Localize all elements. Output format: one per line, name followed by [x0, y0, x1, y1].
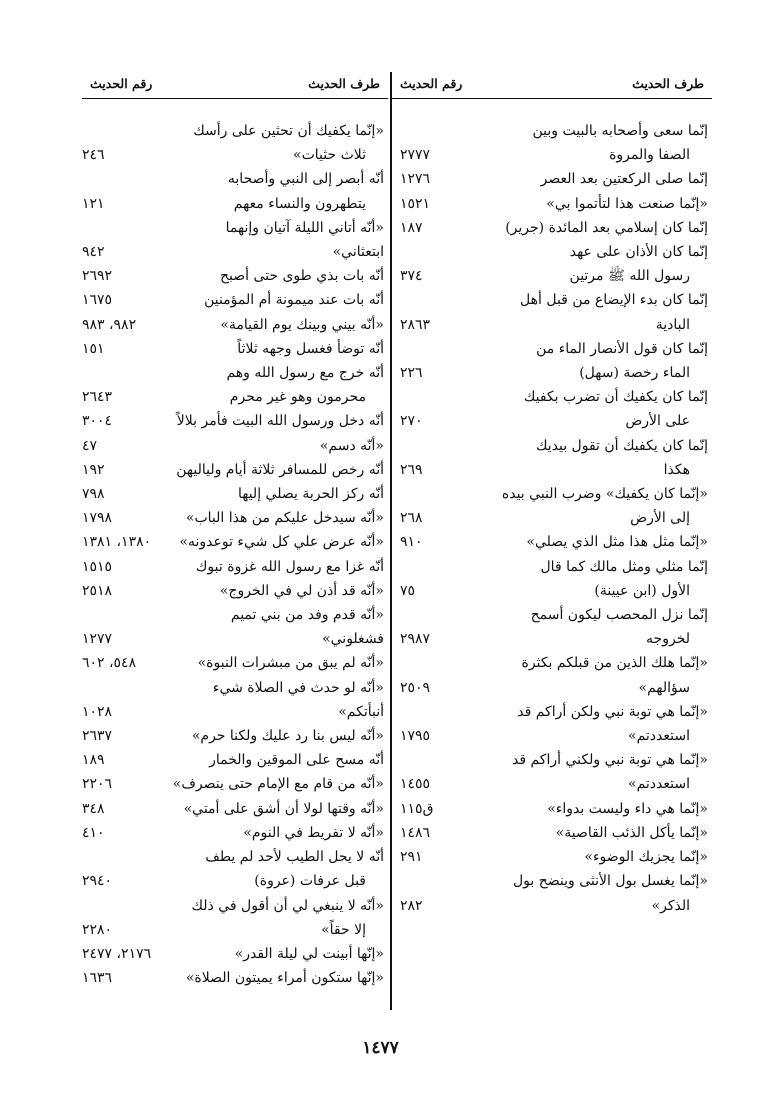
hadith-number: ١٤٥٥ [400, 776, 431, 793]
index-entry [392, 409, 712, 433]
hadith-number: ١٠٢٨ [82, 703, 113, 720]
hadith-number: ٩٨٢، ٩٨٣ [82, 316, 137, 333]
index-entry [392, 603, 712, 627]
index-entry [82, 797, 388, 821]
index-entry [392, 772, 712, 796]
index-entry [82, 894, 388, 918]
hadith-phrase: قبل عرفات (عروة) [254, 873, 366, 890]
hadith-phrase: هكذا [663, 461, 690, 478]
left-column [82, 72, 388, 990]
hadith-phrase: أنّه بات بذي طوى حتى أصبح [219, 268, 384, 285]
hadith-number: ق١١٥ [400, 800, 434, 817]
hadith-number: ٢٥١٨ [82, 582, 113, 599]
hadith-phrase: إنّما كان يكفيك أن تقول بيديك [535, 437, 708, 454]
hadith-phrase: إنّما كان يكفيك أن تضرب بكفيك [523, 389, 708, 406]
hadith-phrase: «أنّه لو حدث في الصلاة شيء أنبأتكم» [212, 679, 384, 720]
hadith-number: ٣٠٠٤ [82, 413, 113, 430]
index-entry [82, 288, 388, 312]
index-entry [392, 192, 712, 216]
hadith-number: ٩٤٢ [82, 244, 105, 261]
hadith-phrase: إنّما كان بدء الإيضاع من قبل أهل [520, 292, 708, 309]
hadith-phrase: على الأرض [625, 413, 690, 430]
hadith-phrase: يتطهرون والنساء معهم [233, 195, 366, 212]
index-entry [392, 845, 712, 869]
index-entry [82, 264, 388, 288]
header-title-label: طرف الحديث [308, 76, 380, 91]
index-entry [82, 579, 388, 603]
hadith-phrase: استعددتم» [628, 728, 690, 745]
index-entry [392, 821, 712, 845]
index-entry [82, 167, 388, 191]
hadith-number: ٩١٠ [400, 534, 423, 551]
hadith-phrase: أنّه غزا مع رسول الله غزوة تبوك [195, 558, 384, 575]
hadith-number: ١٥١٥ [82, 558, 113, 575]
hadith-phrase: «أنّه لم يبق من مبشرات النبوة» [197, 655, 384, 672]
hadith-phrase: إنّما كان إسلامي بعد المائدة (جرير) [505, 219, 708, 236]
index-entry [82, 530, 388, 554]
index-entry [82, 821, 388, 845]
index-entry [82, 337, 388, 361]
hadith-phrase: أنّه رخص للمسافر ثلاثة أيام ولياليهن [176, 461, 384, 478]
index-entry [82, 603, 388, 651]
hadith-phrase: «إنّما يجزيك الوضوء» [584, 849, 708, 866]
hadith-phrase: ثلاث حثيات» [293, 147, 366, 164]
hadith-number: ٣٤٨ [82, 800, 105, 817]
index-entry [82, 361, 388, 385]
hadith-number: ١٣٨٠، ١٣٨١ [82, 534, 152, 551]
index-entry [392, 385, 712, 409]
index-entry [82, 482, 388, 506]
hadith-number: ٢٢٠٦ [82, 776, 113, 793]
hadith-phrase: «أنّه قد أذن لي في الخروج» [219, 582, 384, 599]
hadith-number: ١٩٢ [82, 461, 105, 478]
hadith-number: ١٤٨٦ [400, 824, 431, 841]
hadith-phrase: «أنّه أتاني الليلة آتيان وإنهما ابتعثاني» [225, 219, 384, 261]
hadith-number: ٢٧٠ [400, 413, 423, 430]
hadith-phrase: «أنّه لا تفريط في النوم» [243, 824, 384, 841]
hadith-phrase: إنّما كان قول الأنصار الماء من [536, 340, 708, 357]
hadith-number: ٢٦٤٣ [82, 389, 113, 406]
hadith-phrase: «إنّما يكفيك أن تحثين على رأسك [193, 123, 384, 139]
index-entry [392, 555, 712, 579]
hadith-number: ١٢١ [82, 195, 105, 212]
hadith-number: ١٥١ [82, 340, 105, 357]
hadith-phrase: محرمون وهو غير محرم [229, 389, 366, 406]
index-entry [392, 506, 712, 530]
hadith-number: ٢٢٨٠ [82, 921, 113, 938]
index-entry [82, 724, 388, 748]
hadith-number: ٢١٧٦، ٢٤٧٧ [82, 945, 152, 962]
index-entry [392, 434, 712, 458]
hadith-number: ١٥٢١ [400, 195, 431, 212]
hadith-number: ٢٦٣٧ [82, 728, 113, 745]
index-entry [82, 192, 388, 216]
hadith-number: ٢٨٦٣ [400, 316, 431, 333]
hadith-phrase: «أنّه ليس بنا رد عليك ولكنا حرم» [191, 728, 384, 745]
hadith-phrase: «أنّه بيني وبينك يوم القيامة» [220, 316, 384, 333]
index-entry [392, 216, 712, 240]
hadith-phrase: الذكر» [651, 897, 690, 914]
hadith-phrase: «أنّه سيدخل عليكم من هذا الباب» [185, 510, 384, 527]
right-column-entries [392, 99, 712, 918]
index-entry [392, 458, 712, 482]
column-divider [390, 72, 392, 1010]
hadith-phrase: إنّما مثلي ومثل مالك كما قال [540, 558, 708, 575]
hadith-phrase: إلا حقاً» [321, 921, 366, 938]
header-title-label: طرف الحديث [632, 76, 704, 91]
hadith-phrase: إنّما صلى الركعتين بعد العصر [540, 171, 708, 188]
hadith-phrase: «إنّما صنعت هذا لتأتموا بي» [546, 195, 708, 212]
hadith-number: ٢٢٦ [400, 365, 423, 382]
hadith-number: ٢٦٨ [400, 510, 423, 527]
hadith-phrase: «إنّما كان يكفيك» وضرب النبي بيده [501, 486, 708, 503]
hadith-phrase: «إنّما هي داء وليست بدواء» [547, 800, 708, 817]
index-entry [392, 700, 712, 724]
hadith-phrase: أنّه بات عند ميمونة أم المؤمنين [204, 292, 384, 309]
hadith-number: ٢٩٨٧ [400, 631, 431, 648]
hadith-number: ٤٧ [82, 437, 98, 454]
hadith-phrase: أنّه أبصر إلى النبي وأصحابه [227, 171, 384, 188]
header-number-label: رقم الحديث [90, 76, 153, 91]
hadith-phrase: الأول (ابن عيينة) [594, 582, 690, 599]
hadith-number: ٢٥٠٩ [400, 679, 431, 696]
hadith-phrase: «أنّه من قام مع الإمام حتى ينصرف» [172, 776, 384, 793]
hadith-number: ٤١٠ [82, 824, 105, 841]
index-entry [82, 409, 388, 433]
hadith-phrase: «أنّه دسم» [319, 437, 384, 454]
index-entry [82, 845, 388, 869]
index-entry [82, 748, 388, 772]
index-entry [82, 555, 388, 579]
hadith-phrase: أنّه مسح على الموقين والخمار [209, 752, 384, 769]
hadith-phrase: «إنّها ستكون أمراء يميتون الصلاة» [185, 970, 384, 987]
index-entry [82, 313, 388, 337]
hadith-number: ٢٦٩٢ [82, 268, 113, 285]
hadith-number: ١٦٣٦ [82, 970, 113, 987]
index-entry [82, 506, 388, 530]
hadith-phrase: إنّما نزل المحصب ليكون أسمح [530, 607, 708, 624]
hadith-phrase: أنّه دخل ورسول الله البيت فأمر بلالاً [176, 413, 384, 430]
hadith-phrase: «إنّما هي توبة نبي ولكن أراكم قد [517, 703, 708, 720]
hadith-phrase: إلى الأرض [630, 510, 690, 527]
hadith-phrase: «إنّما يأكل الذئب القاصية» [555, 824, 708, 841]
index-entry [392, 869, 712, 893]
right-column [392, 72, 712, 918]
index-entry [82, 119, 388, 143]
hadith-number: ٥٤٨، ٦٠٢ [82, 655, 137, 672]
index-entry [82, 918, 388, 942]
hadith-phrase: استعددتم» [628, 776, 690, 793]
index-entry [82, 966, 388, 990]
index-entry [82, 869, 388, 893]
hadith-phrase: «أنّه وقتها لولا أن أشق على أمتي» [183, 800, 384, 817]
index-entry [392, 894, 712, 918]
index-entry [392, 482, 712, 506]
hadith-number: ٢٤٦ [82, 147, 105, 164]
index-entry [392, 264, 712, 288]
hadith-phrase: لخروجه [646, 631, 690, 648]
hadith-phrase: إنّما سعى وأصحابه بالبيت وبين [532, 123, 708, 139]
index-entry [82, 143, 388, 167]
index-entry [392, 313, 712, 337]
index-entry [392, 797, 712, 821]
hadith-number: ٢٧٧٧ [400, 147, 431, 164]
hadith-number: ٧٩٨ [82, 486, 105, 503]
index-entry [392, 530, 712, 554]
hadith-phrase: أنّه خرج مع رسول الله وهم [226, 365, 384, 382]
hadith-phrase: «أنّه قدم وفد من بني تميم فشغلوني» [230, 607, 384, 648]
hadith-phrase: «إنّها أبينت لي ليلة القدر» [234, 945, 384, 962]
right-column-header [392, 72, 712, 99]
index-entry [392, 167, 712, 191]
index-entry [392, 143, 712, 167]
index-entry [82, 676, 388, 724]
hadith-number: ٧٥ [400, 582, 416, 599]
hadith-number: ٢٦٩ [400, 461, 423, 478]
hadith-number: ٢٨٢ [400, 897, 423, 914]
index-entry [392, 627, 712, 651]
hadith-number: ١٢٧٦ [400, 171, 431, 188]
hadith-phrase: «أنّه لا ينبغي لي أن أقول في ذلك [191, 897, 384, 914]
index-entry [82, 651, 388, 675]
hadith-phrase: «إنّما مثل هذا مثل الذي يصلي» [526, 534, 708, 551]
hadith-number: ٢٩٤٠ [82, 873, 113, 890]
index-entry [82, 434, 388, 458]
index-entry [392, 724, 712, 748]
index-entry [392, 748, 712, 772]
hadith-number: ١٧٩٨ [82, 510, 113, 527]
hadith-number: ١٨٩ [82, 752, 105, 769]
left-column-header [82, 72, 388, 99]
hadith-phrase: أنّه ركز الحربة يصلي إليها [237, 486, 384, 503]
hadith-number: ١٨٧ [400, 219, 423, 236]
hadith-phrase: «إنّما هي توبة نبي ولكني أراكم قد [512, 752, 708, 769]
left-column-entries [82, 99, 388, 990]
hadith-number: ٣٧٤ [400, 268, 423, 285]
index-entry [82, 385, 388, 409]
hadith-phrase: سؤالهم» [638, 679, 690, 696]
hadith-number: ١٢٧٧ [82, 631, 113, 648]
hadith-phrase: أنّه لا يحل الطيب لأحد لم يطف [205, 849, 384, 866]
index-entry [392, 651, 712, 675]
index-entry [392, 288, 712, 312]
hadith-phrase: الصفا والمروة [609, 147, 690, 164]
index-entry [392, 240, 712, 264]
hadith-phrase: «أنّه عرض علي كل شيء توعدونه» [179, 534, 384, 551]
hadith-phrase: «إنّما هلك الذين من قبلكم بكثرة [521, 655, 708, 672]
index-entry [82, 942, 388, 966]
index-entry [392, 119, 712, 143]
hadith-phrase: إنّما كان الأذان على عهد [569, 244, 708, 261]
hadith-number: ١٦٧٥ [82, 292, 113, 309]
index-entry [392, 676, 712, 700]
index-entry [392, 361, 712, 385]
hadith-phrase: الماء رخصة (سهل) [579, 365, 690, 382]
hadith-phrase: البادية [655, 316, 690, 333]
hadith-phrase: رسول الله ﷺ مرتين [569, 268, 690, 285]
hadith-number: ٢٩١ [400, 849, 423, 866]
hadith-phrase: أنّه توضأ فغسل وجهه ثلاثاً [237, 340, 384, 357]
index-entry [392, 579, 712, 603]
hadith-number: ١٧٩٥ [400, 728, 431, 745]
index-entry [392, 337, 712, 361]
header-number-label: رقم الحديث [400, 76, 463, 91]
page-number: ١٤٧٧ [362, 1038, 399, 1058]
index-entry [82, 216, 388, 264]
index-entry [82, 458, 388, 482]
index-entry [82, 772, 388, 796]
hadith-phrase: «إنّما يغسل بول الأنثى وينضح بول [512, 873, 708, 890]
